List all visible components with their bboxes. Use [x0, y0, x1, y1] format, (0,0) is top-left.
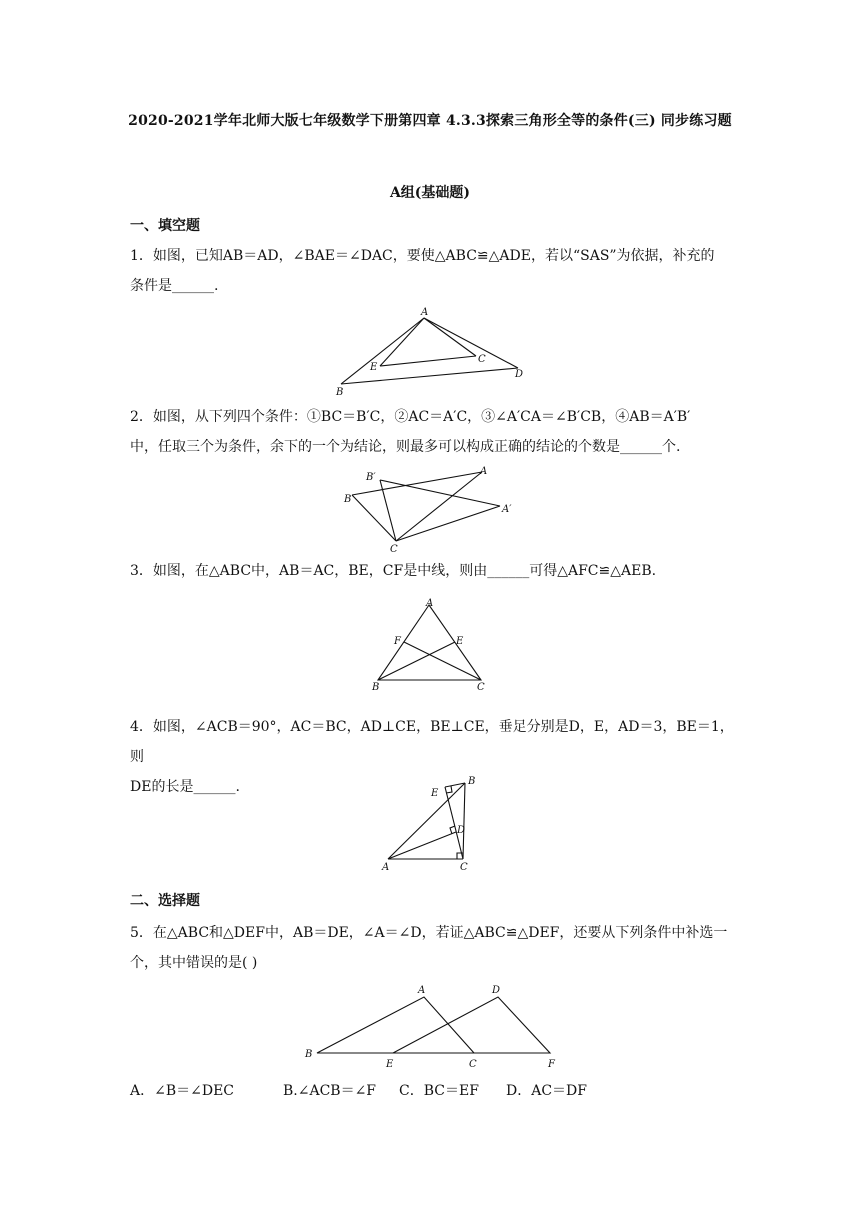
question-1 [130, 241, 740, 301]
option-b[interactable]: B.∠ACB＝∠F [283, 1083, 377, 1099]
option-c[interactable]: C．BC＝EF [399, 1083, 479, 1099]
fig3-label-a: A [426, 598, 434, 609]
fig4-segment-cb [463, 783, 465, 859]
group-heading: A组(基础题) [389, 185, 471, 201]
question-1-line-1: 1．如图，已知AB＝AD，∠BAE＝∠DAC，要使△ABC≌△ADE，若以“SAS”为依据，补充的 [130, 248, 715, 264]
fig2-label-a: A [480, 466, 488, 477]
question-2-line-2: 中，任取三个为条件，余下的一个为结论，则最多可以构成正确的结论的个数是______个. [130, 439, 681, 455]
fig4-label-e: E [431, 788, 439, 799]
fig4-label-c: C [460, 862, 468, 873]
fig2-label-b-prime: B′ [366, 472, 376, 483]
fig1-segment-ac [424, 318, 476, 356]
figure-2-diagram [340, 462, 530, 557]
section-choice: 二、选择题 [130, 893, 200, 909]
fig5-label-a: A [418, 985, 426, 996]
fig5-label-d: D [492, 985, 501, 996]
fig1-segment-ab [341, 318, 424, 384]
figure-4 [375, 772, 485, 882]
fig5-label-b: B [305, 1049, 313, 1060]
option-a[interactable]: A．∠B＝∠DEC [130, 1083, 235, 1099]
fig3-label-e: E [456, 636, 464, 647]
fig4-segment-ce [445, 787, 466, 859]
question-5-line-2: 个，其中错误的是( ) [130, 955, 258, 971]
fig4-label-b: B [468, 776, 476, 787]
figure-3 [365, 596, 495, 698]
figure-2 [340, 462, 530, 561]
fig5-label-f: F [548, 1059, 555, 1070]
fig5-label-e: E [386, 1059, 394, 1070]
fig5-triangle-def [393, 997, 550, 1053]
question-4-line-1: 4．如图，∠ACB＝90°，AC＝BC，AD⊥CE，BE⊥CE，垂足分别是D，E，AD＝3，BE＝1，则 [130, 719, 734, 765]
figure-4-diagram [375, 772, 485, 878]
fig1-label-b: B [336, 387, 344, 397]
fig2-segment-ca [396, 472, 482, 541]
fig2-label-b: B [344, 494, 352, 505]
page-title: 2020-2021学年北师大版七年级数学下册第四章 4.3.3探索三角形全等的条件(三) 同步练习题 [128, 113, 732, 129]
figure-3-diagram [365, 596, 495, 694]
question-1-line-2: 条件是______. [130, 278, 219, 294]
fig1-label-e: E [370, 362, 378, 373]
fig2-label-a-prime: A′ [502, 504, 512, 515]
fig3-label-c: C [477, 682, 485, 693]
question-4-line-2: DE的长是______. [130, 779, 240, 795]
question-5 [130, 918, 740, 978]
figure-1 [330, 305, 530, 401]
section-fill-in: 一、填空题 [130, 218, 200, 234]
fig4-segment-ad [388, 832, 456, 859]
figure-5 [295, 980, 570, 1076]
option-d[interactable]: D．AC＝DF [506, 1083, 587, 1099]
fig3-label-f: F [394, 636, 401, 647]
question-2 [130, 402, 740, 462]
figure-5-diagram [295, 980, 570, 1072]
fig4-label-a: A [382, 862, 390, 873]
fig2-segment-c-a-prime [396, 506, 500, 541]
question-3-line-1: 3．如图，在△ABC中，AB＝AC，BE，CF是中线，则由______可得△AFC≌△AEB. [130, 563, 657, 579]
fig2-label-c: C [390, 544, 398, 555]
question-5-line-1: 5．在△ABC和△DEF中，AB＝DE，∠A＝∠D，若证△ABC≌△DEF，还要从下列条件中补选一 [130, 925, 728, 941]
fig1-label-d: D [515, 369, 524, 380]
fig5-triangle-abc [317, 997, 474, 1053]
fig3-label-b: B [372, 682, 380, 693]
fig1-label-a: A [421, 307, 429, 318]
figure-1-diagram [330, 305, 530, 397]
fig1-segment-ec [380, 356, 476, 366]
fig1-segment-ae [380, 318, 424, 366]
fig1-segment-bd [341, 368, 518, 384]
fig2-segment-b-prime-a-prime [380, 480, 500, 506]
fig4-label-d: D [457, 825, 466, 836]
question-3 [130, 556, 740, 586]
question-2-line-1: 2．如图，从下列四个条件：①BC＝B′C，②AC＝A′C，③∠A′CA＝∠B′CB，④AB＝A′B′ [130, 409, 691, 425]
fig5-label-c: C [469, 1059, 477, 1070]
fig1-label-c: C [478, 354, 486, 365]
